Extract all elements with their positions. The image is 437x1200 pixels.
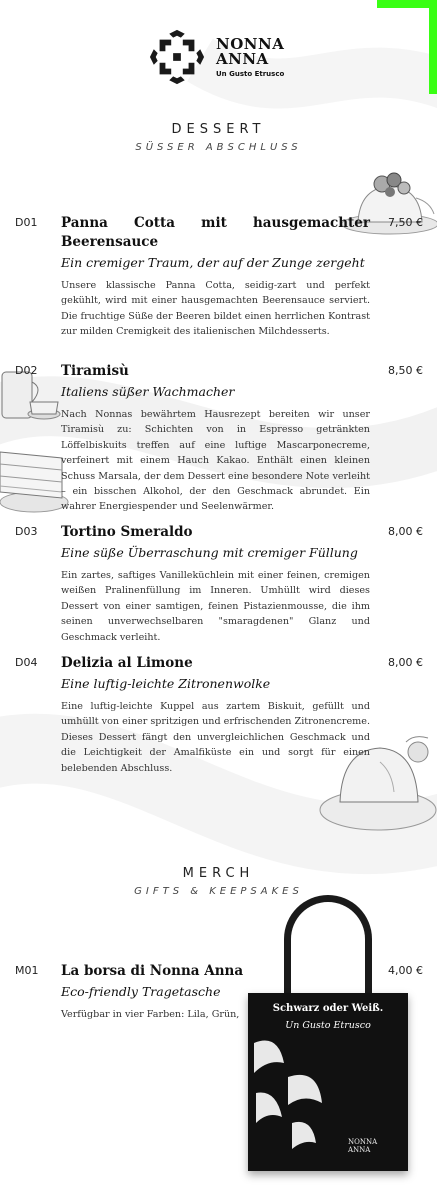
item-name: Tortino Smeraldo — [61, 524, 193, 540]
item-tagline: Eco-friendly Tragetasche — [61, 984, 221, 999]
corner-accent — [377, 0, 437, 94]
dessert-section-subtitle: SÜSSER ABSCHLUSS — [135, 142, 302, 153]
brand-subtitle: Un Gusto Etrusco — [216, 69, 285, 78]
item-name: Panna Cotta mit hausgemachter Beerensauce — [61, 215, 370, 250]
item-price: 4,00 € — [388, 964, 423, 977]
item-description: Verfügbar in vier Farben: Lila, Grün, — [61, 1009, 240, 1020]
bag-logo-text — [348, 1138, 377, 1154]
item-name: La borsa di Nonna Anna — [61, 963, 244, 979]
item-tagline: Ein cremiger Traum, der auf der Zunge zergeht — [61, 255, 365, 270]
brand-name-line1: NONNA — [216, 34, 285, 53]
item-tagline: Italiens süßer Wachmacher — [61, 384, 235, 399]
tote-bag-image — [248, 895, 408, 1175]
item-code: D02 — [15, 364, 38, 377]
item-code: D04 — [15, 656, 38, 669]
item-code: D01 — [15, 216, 38, 229]
merch-section-title: MERCH — [182, 866, 255, 881]
brand-logo — [148, 28, 284, 86]
item-name: Delizia al Limone — [61, 655, 193, 671]
brand-name-line2: ANNA — [216, 49, 269, 68]
merch-section-subtitle: GIFTS & KEEPSAKES — [134, 886, 303, 897]
item-code: M01 — [15, 964, 39, 977]
item-price: 8,50 € — [388, 364, 423, 377]
item-description: Nach Nonnas bewährtem Hausrezept bereiten wir unser Tiramisù zu: Schichten von in Espresso getränkten Löffelbiskuits treffen auf eine luftige Mascarponecreme, verfeinert mit einem Hauch Kakao. Enthält einen kleinen Schuss Marsala, der dem Dessert eine besondere Note verleiht – ein bisschen Alkohol, der den Geschmack abrundet. Ein wahrer Energiespender und Seelenwärmer. — [61, 409, 370, 513]
item-description: Ein zartes, saftiges Vanilleküchlein mit einer feinen, cremigen weißen Pralinenfüllung im Inneren. Umhüllt wird dieses Dessert von einer samtigen, feinen Pistazienmousse, die ihm seinen unverwechselbaren "smaragdenen" Glanz und Geschmack verleiht. — [61, 570, 370, 643]
item-price: 8,00 € — [388, 656, 423, 669]
brand-text — [216, 34, 285, 78]
item-price: 7,50 € — [388, 216, 423, 229]
bag-text-line1: Schwarz oder Weiß. — [272, 1003, 384, 1014]
item-tagline: Eine süße Überraschung mit cremiger Füllung — [61, 545, 358, 560]
item-code: D03 — [15, 525, 38, 538]
dessert-section-title: DESSERT — [171, 122, 266, 137]
logo-emblem-icon — [148, 28, 206, 86]
item-description: Unsere klassische Panna Cotta, seidig-zart und perfekt gekühlt, wird mit einer hausgemachten Beerensauce serviert. Die fruchtige Süße der Beeren bildet einen herrlichen Kontrast zur milden Cremigkeit des italienischen Milchdesserts. — [61, 280, 370, 338]
item-name: Tiramisù — [61, 363, 129, 379]
item-price: 8,00 € — [388, 525, 423, 538]
item-tagline: Eine luftig-leichte Zitronenwolke — [61, 676, 271, 691]
tiramisu-illustration — [0, 362, 70, 522]
bag-logo-line2: ANNA — [348, 1146, 371, 1154]
bag-text-line2: Un Gusto Etrusco — [285, 1020, 371, 1031]
bag-logo-line1: NONNA — [348, 1138, 378, 1146]
item-description: Eine luftig-leichte Kuppel aus zartem Biskuit, gefüllt und umhüllt von einer spritzigen und erfrischenden Zitronencreme. Dieses Dessert fängt den unvergleichlichen Geschmack und die Leichtigkeit der Amalfiküste ein und sorgt für einen belebenden Abschluss. — [61, 701, 370, 774]
